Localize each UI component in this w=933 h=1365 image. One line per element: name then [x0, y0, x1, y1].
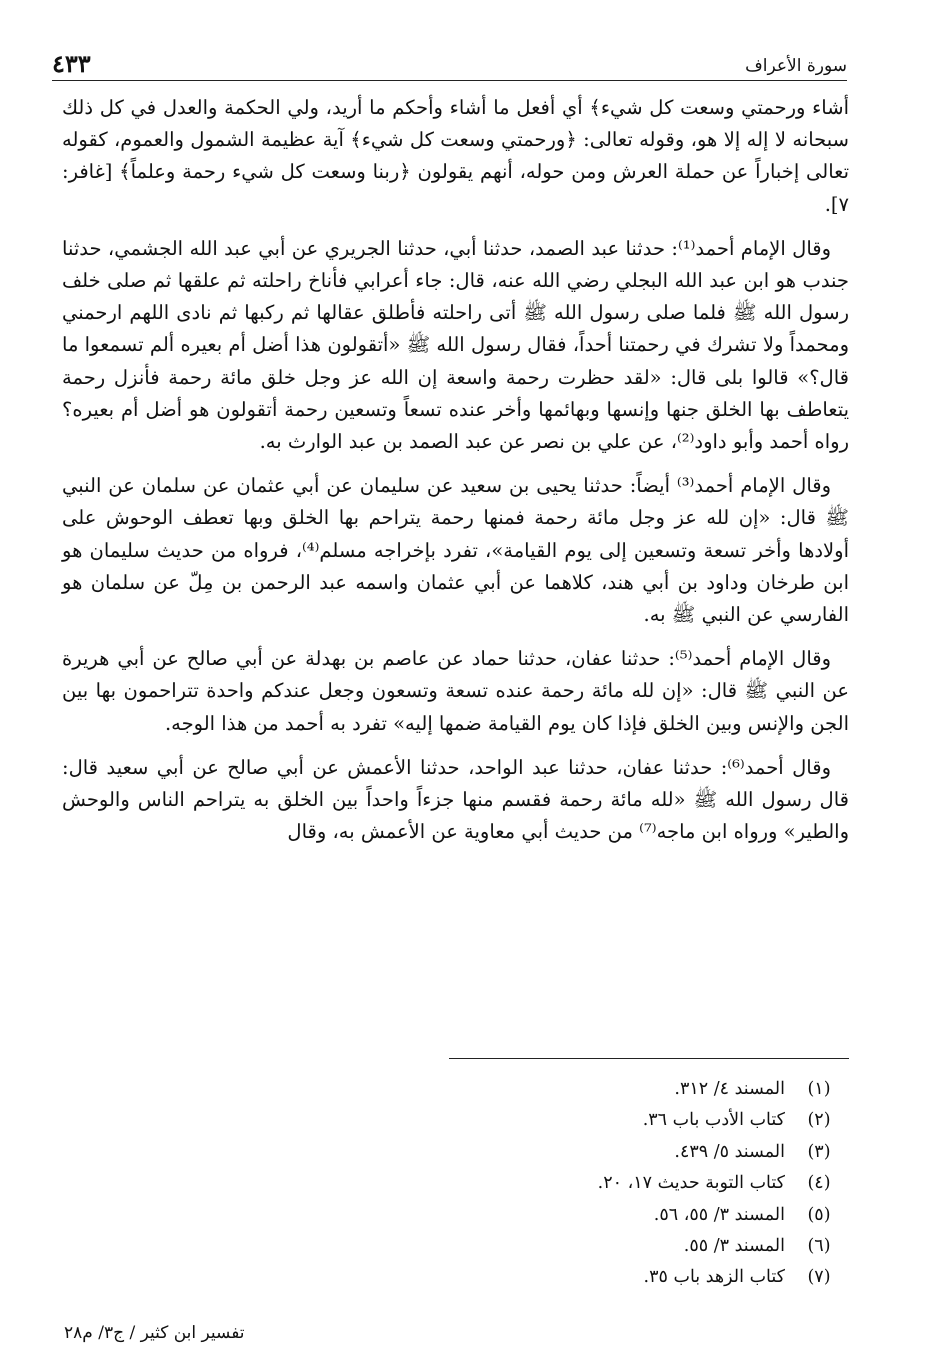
footnote-number: (٣) — [807, 1141, 831, 1162]
footnote — [237, 1105, 837, 1136]
running-header — [52, 46, 847, 81]
footnote-text: المسند ٤/ ٣١٢. — [674, 1079, 785, 1099]
signature-mark: تفسير ابن كثير / ج٣/ م٢٨ — [64, 1323, 245, 1343]
footnote — [237, 1137, 837, 1168]
footnote-text: المسند ٣/ ٥٥. — [683, 1236, 785, 1257]
paragraph: وقال الإمام أحمد⁽³⁾ أيضاً: حدثنا يحيى بن سعيد عن سليمان عن أبي عثمان عن سلمان عن النبي ﷺ قال: «إن لله عز وجل مائة رحمة فمنها رحمة يتراحم بها الخلق وبها تعطف الوحوش على أولادها وأخر تسعة وتسعين إلى يوم القيامة»، تفرد بإخراجه مسلم⁽⁴⁾، فرواه من حديث سليمان هو ابن طرخان وداود بن أبي هند، كلاهما عن أبي عثمان واسمه عبد الرحمن بن مِلّ عن سلمان هو الفارسي عن النبي ﷺ به. — [62, 474, 849, 627]
footnotes — [237, 1074, 837, 1294]
footnote-number: (١) — [807, 1079, 831, 1099]
footnote-text: كتاب الأدب باب ٣٦. — [642, 1110, 785, 1131]
footnote — [237, 1168, 837, 1199]
paragraph: وقال الإمام أحمد⁽¹⁾: حدثنا عبد الصمد، حدثنا أبي، حدثنا الجريري عن أبي عبد الله الجشمي، حدثنا جندب هو ابن عبد الله البجلي رضي الله عنه، قال: جاء أعرابي فأناخ راحلته ثم علقها ثم صلى خلف رسول الله ﷺ فلما صلى رسول الله ﷺ أتى راحلته فأطلق عقالها ثم ركبها ثم نادى اللهم ارحمني ومحمداً ولا تشرك في رحمتنا أحداً، فقال رسول الله ﷺ «أتقولون هذا أضل أم بعيره ألم تسمعوا ما قال؟» قالوا بلى قال: «لقد حظرت رحمة واسعة إن الله عز وجل خلق مائة رحمة فأنزل رحمة يتعاطف بها الخلق جنها وإنسها وبهائمها وأخر عنده تسعاً وتسعين رحمة أتقولون هو أضل أم بعيره؟ رواه أحمد وأبو داود⁽²⁾، عن علي بن نصر عن عبد الصمد بن عبد الوارث به. — [62, 236, 849, 454]
footnote-number: (٦) — [807, 1236, 831, 1257]
footnote-divider — [449, 1058, 849, 1059]
footnote-number: (٧) — [807, 1267, 831, 1288]
footnote — [237, 1200, 837, 1231]
footnote-number: (٤) — [807, 1173, 831, 1194]
main-text — [62, 92, 849, 860]
paragraph: وقال أحمد⁽⁶⁾: حدثنا عفان، حدثنا عبد الواحد، حدثنا الأعمش عن أبي صالح عن أبي سعيد قال: قال رسول الله ﷺ «لله مائة رحمة فقسم منها جزءاً واحداً بين الخلق به يتراحم الناس والوحش والطير» ورواه ابن ماجه⁽⁷⁾ من حديث أبي معاوية عن الأعمش به، وقال — [62, 755, 849, 844]
page-number: ٤٣٣ — [52, 49, 91, 78]
footnote-number: (٥) — [807, 1204, 831, 1225]
footnote — [237, 1231, 837, 1262]
footnote — [237, 1262, 837, 1293]
footnote — [237, 1074, 837, 1105]
footnote-text: كتاب الزهد باب ٣٥. — [643, 1267, 785, 1288]
footnote-text: كتاب التوبة حديث ١٧، ٢٠. — [597, 1173, 785, 1194]
footnote-number: (٢) — [807, 1110, 831, 1131]
footnote-text: المسند ٣/ ٥٥، ٥٦. — [653, 1204, 785, 1225]
surah-title: سورة الأعراف — [745, 56, 847, 76]
paragraph: أشاء ورحمتي وسعت كل شيء﴾ أي أفعل ما أشاء وأحكم ما أريد، ولي الحكمة والعدل في كل ذلك سبحانه لا إله إلا هو، وقوله تعالى: ﴿ورحمتي وسعت كل شيء﴾ آية عظيمة الشمول والعموم، كقوله تعالى إخباراً عن حملة العرش ومن حوله، أنهم يقولون ﴿ربنا وسعت كل شيء رحمة وعلماً﴾ [غافر: ٧]. — [62, 96, 849, 216]
footnote-text: المسند ٥/ ٤٣٩. — [674, 1141, 785, 1162]
paragraph: وقال الإمام أحمد⁽⁵⁾: حدثنا عفان، حدثنا حماد عن عاصم بن بهدلة عن أبي صالح عن أبي هريرة عن النبي ﷺ قال: «إن لله مائة رحمة عنده تسعة وتسعون وجعل عندكم واحدة تتراحمون بها بين الجن والإنس وبين الخلق فإذا كان يوم القيامة ضمها إليه» تفرد به أحمد من هذا الوجه. — [62, 647, 849, 735]
